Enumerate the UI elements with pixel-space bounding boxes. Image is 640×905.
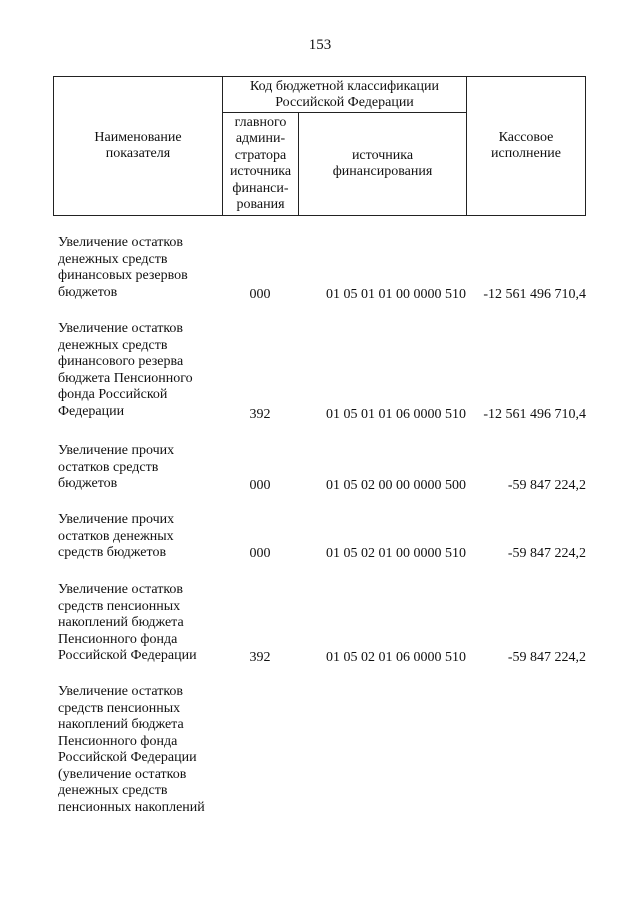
header-source-label: источника финансирования [332,147,433,179]
row-admin-code: 000 [249,478,271,493]
header-source-cell [298,112,467,216]
header-admin-label: главного админи- стратора источника финанси- рования [229,114,292,212]
header-name-label: Наименование показателя [94,129,182,161]
header-amount-label: Кассовое исполнение [491,129,561,161]
row-name: Увеличение остатков денежных средств финансового резерва бюджета Пенсионного фонда Российской Федерации [58,321,193,419]
row-admin-code: 392 [249,407,271,422]
row-amount: -12 561 496 710,4 [483,287,586,302]
row-source-code: 01 05 02 00 00 0000 500 [326,478,466,493]
row-source-code: 01 05 01 01 00 0000 510 [326,287,466,302]
row-name: Увеличение остатков средств пенсионных накоплений бюджета Пенсионного фонда Российской Федерации [58,582,197,663]
row-amount: -59 847 224,2 [507,650,586,665]
row-admin-code: 000 [249,546,271,561]
row-source-code: 01 05 01 01 06 0000 510 [326,407,466,422]
page-number: 153 [308,37,332,53]
header-code-group-cell [222,76,467,113]
row-name: Увеличение прочих остатков средств бюджетов [58,443,175,491]
header-admin-cell [222,112,299,216]
row-admin-code: 000 [249,287,271,302]
row-source-code: 01 05 02 01 00 0000 510 [326,546,466,561]
row-name: Увеличение остатков средств пенсионных накоплений бюджета Пенсионного фонда Российской Федерации (увеличение остатков денежных средств пенсионных накоплений [58,684,205,815]
row-amount: -59 847 224,2 [507,546,586,561]
row-name: Увеличение остатков денежных средств финансовых резервов бюджетов [58,235,188,300]
header-name-cell [53,76,223,216]
row-amount: -12 561 496 710,4 [483,407,586,422]
row-amount: -59 847 224,2 [507,478,586,493]
row-name: Увеличение прочих остатков денежных средств бюджетов [58,512,175,560]
header-code-group-label: Код бюджетной классификации Российской Федерации [250,78,439,110]
header-amount-cell [466,76,586,216]
row-admin-code: 392 [249,650,271,665]
row-source-code: 01 05 02 01 06 0000 510 [326,650,466,665]
